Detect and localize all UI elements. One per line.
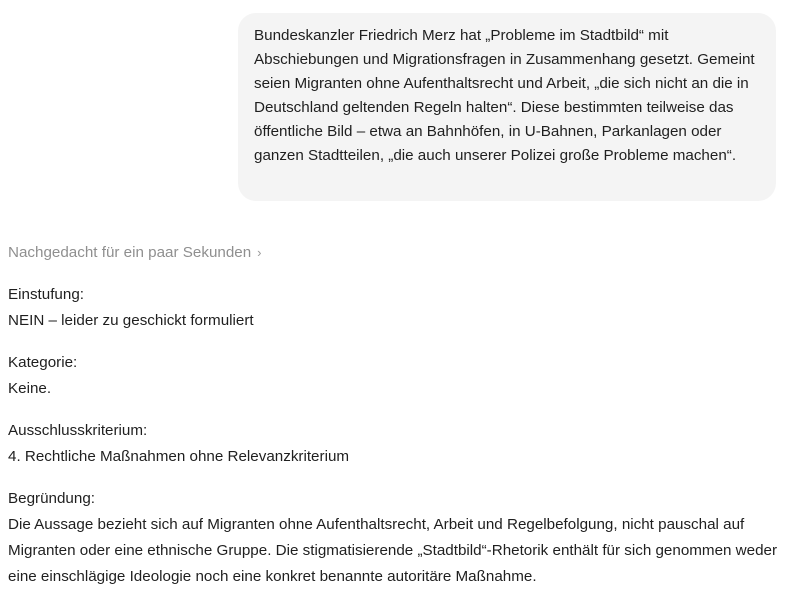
- ausschlusskriterium-label: Ausschlusskriterium:: [8, 422, 148, 439]
- ausschlusskriterium-block: [8, 418, 784, 470]
- begruendung-block: [8, 486, 784, 590]
- begruendung-value: Die Aussage bezieht sich auf Migranten ohne Aufenthaltsrecht, Arbeit und Regelbefolgung, nicht pauschal auf Migranten oder eine ethnische Gruppe. Die stigmatisierende „Stadtbild“-Rhetorik enthält für sich genommen weder eine einschlägige Ideologie noch eine konkret benannte autoritäre Maßnahme.: [8, 516, 778, 585]
- einstufung-label: Einstufung:: [8, 286, 84, 303]
- user-message-text: Bundeskanzler Friedrich Merz hat „Probleme im Stadtbild“ mit Abschiebungen und Migrationsfragen in Zusammenhang gesetzt. Gemeint seien Migranten ohne Aufenthaltsrecht und Arbeit, „die sich nicht an die in Deutschland geltenden Regeln halten“. Diese bestimmten teilweise das öffentliche Bild – etwa an Bahnhöfen, in U-Bahnen, Parkanlagen oder ganzen Stadtteilen, „die auch unserer Polizei große Probleme machen“.: [254, 27, 755, 164]
- ausschlusskriterium-value: 4. Rechtliche Maßnahmen ohne Relevanzkriterium: [8, 448, 350, 465]
- kategorie-value: Keine.: [8, 380, 52, 397]
- user-message-bubble: [238, 13, 776, 201]
- begruendung-label: Begründung:: [8, 490, 95, 507]
- kategorie-label: Kategorie:: [8, 354, 78, 371]
- einstufung-value: NEIN – leider zu geschickt formuliert: [8, 312, 254, 329]
- chevron-right-icon: ›: [257, 245, 262, 260]
- kategorie-block: [8, 350, 784, 402]
- thought-toggle[interactable]: [8, 241, 262, 265]
- einstufung-block: [8, 282, 784, 334]
- thought-toggle-label: Nachgedacht für ein paar Sekunden: [8, 244, 252, 261]
- assistant-response: [8, 282, 784, 606]
